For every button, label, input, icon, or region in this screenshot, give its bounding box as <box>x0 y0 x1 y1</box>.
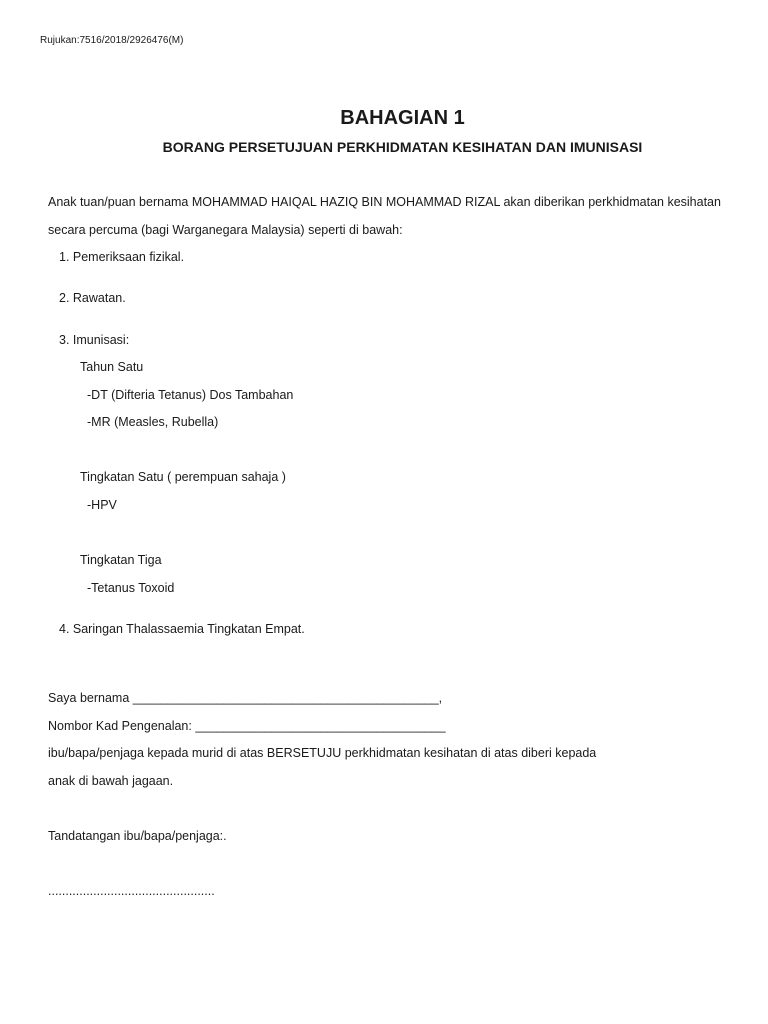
vaccine-hpv: -HPV <box>87 498 117 512</box>
consent-line-1: ibu/bapa/penjaga kepada murid di atas BERSETUJU perkhidmatan kesihatan di atas diberi kepada <box>48 746 597 760</box>
list-item-immunisation: 3. Imunisasi: <box>59 333 130 347</box>
subheading-tingkatan-satu: Tingkatan Satu ( perempuan sahaja ) <box>80 470 286 484</box>
page-title: BAHAGIAN 1 <box>340 107 465 129</box>
name-field[interactable]: Saya bernama ____________________________________________, <box>48 691 443 705</box>
intro-line-2: secara percuma (bagi Warganegara Malaysia) seperti di bawah: <box>48 223 403 237</box>
list-item-thalassaemia: 4. Saringan Thalassaemia Tingkatan Empat. <box>59 622 305 636</box>
vaccine-dt: -DT (Difteria Tetanus) Dos Tambahan <box>87 388 294 402</box>
form-subtitle: BORANG PERSETUJUAN PERKHIDMATAN KESIHATAN DAN IMUNISASI <box>162 139 643 155</box>
subheading-tahun-satu: Tahun Satu <box>80 360 144 374</box>
intro-line-1: Anak tuan/puan bernama MOHAMMAD HAIQAL HAZIQ BIN MOHAMMAD RIZAL akan diberikan perkhidmatan kesihatan <box>48 195 721 209</box>
consent-line-2: anak di bawah jagaan. <box>48 774 174 788</box>
signature-label: Tandatangan ibu/bapa/penjaga:. <box>48 829 227 843</box>
list-item-physical-exam: 1. Pemeriksaan fizikal. <box>59 250 185 264</box>
reference-number: Rujukan:7516/2018/2926476(M) <box>40 35 184 46</box>
signature-field[interactable]: ................................................ <box>48 884 215 898</box>
ic-number-field[interactable]: Nombor Kad Pengenalan: ____________________________________ <box>48 719 446 733</box>
subheading-tingkatan-tiga: Tingkatan Tiga <box>80 553 162 567</box>
vaccine-mr: -MR (Measles, Rubella) <box>87 415 219 429</box>
list-item-treatment: 2. Rawatan. <box>59 291 126 305</box>
vaccine-tetanus-toxoid: -Tetanus Toxoid <box>87 581 175 595</box>
